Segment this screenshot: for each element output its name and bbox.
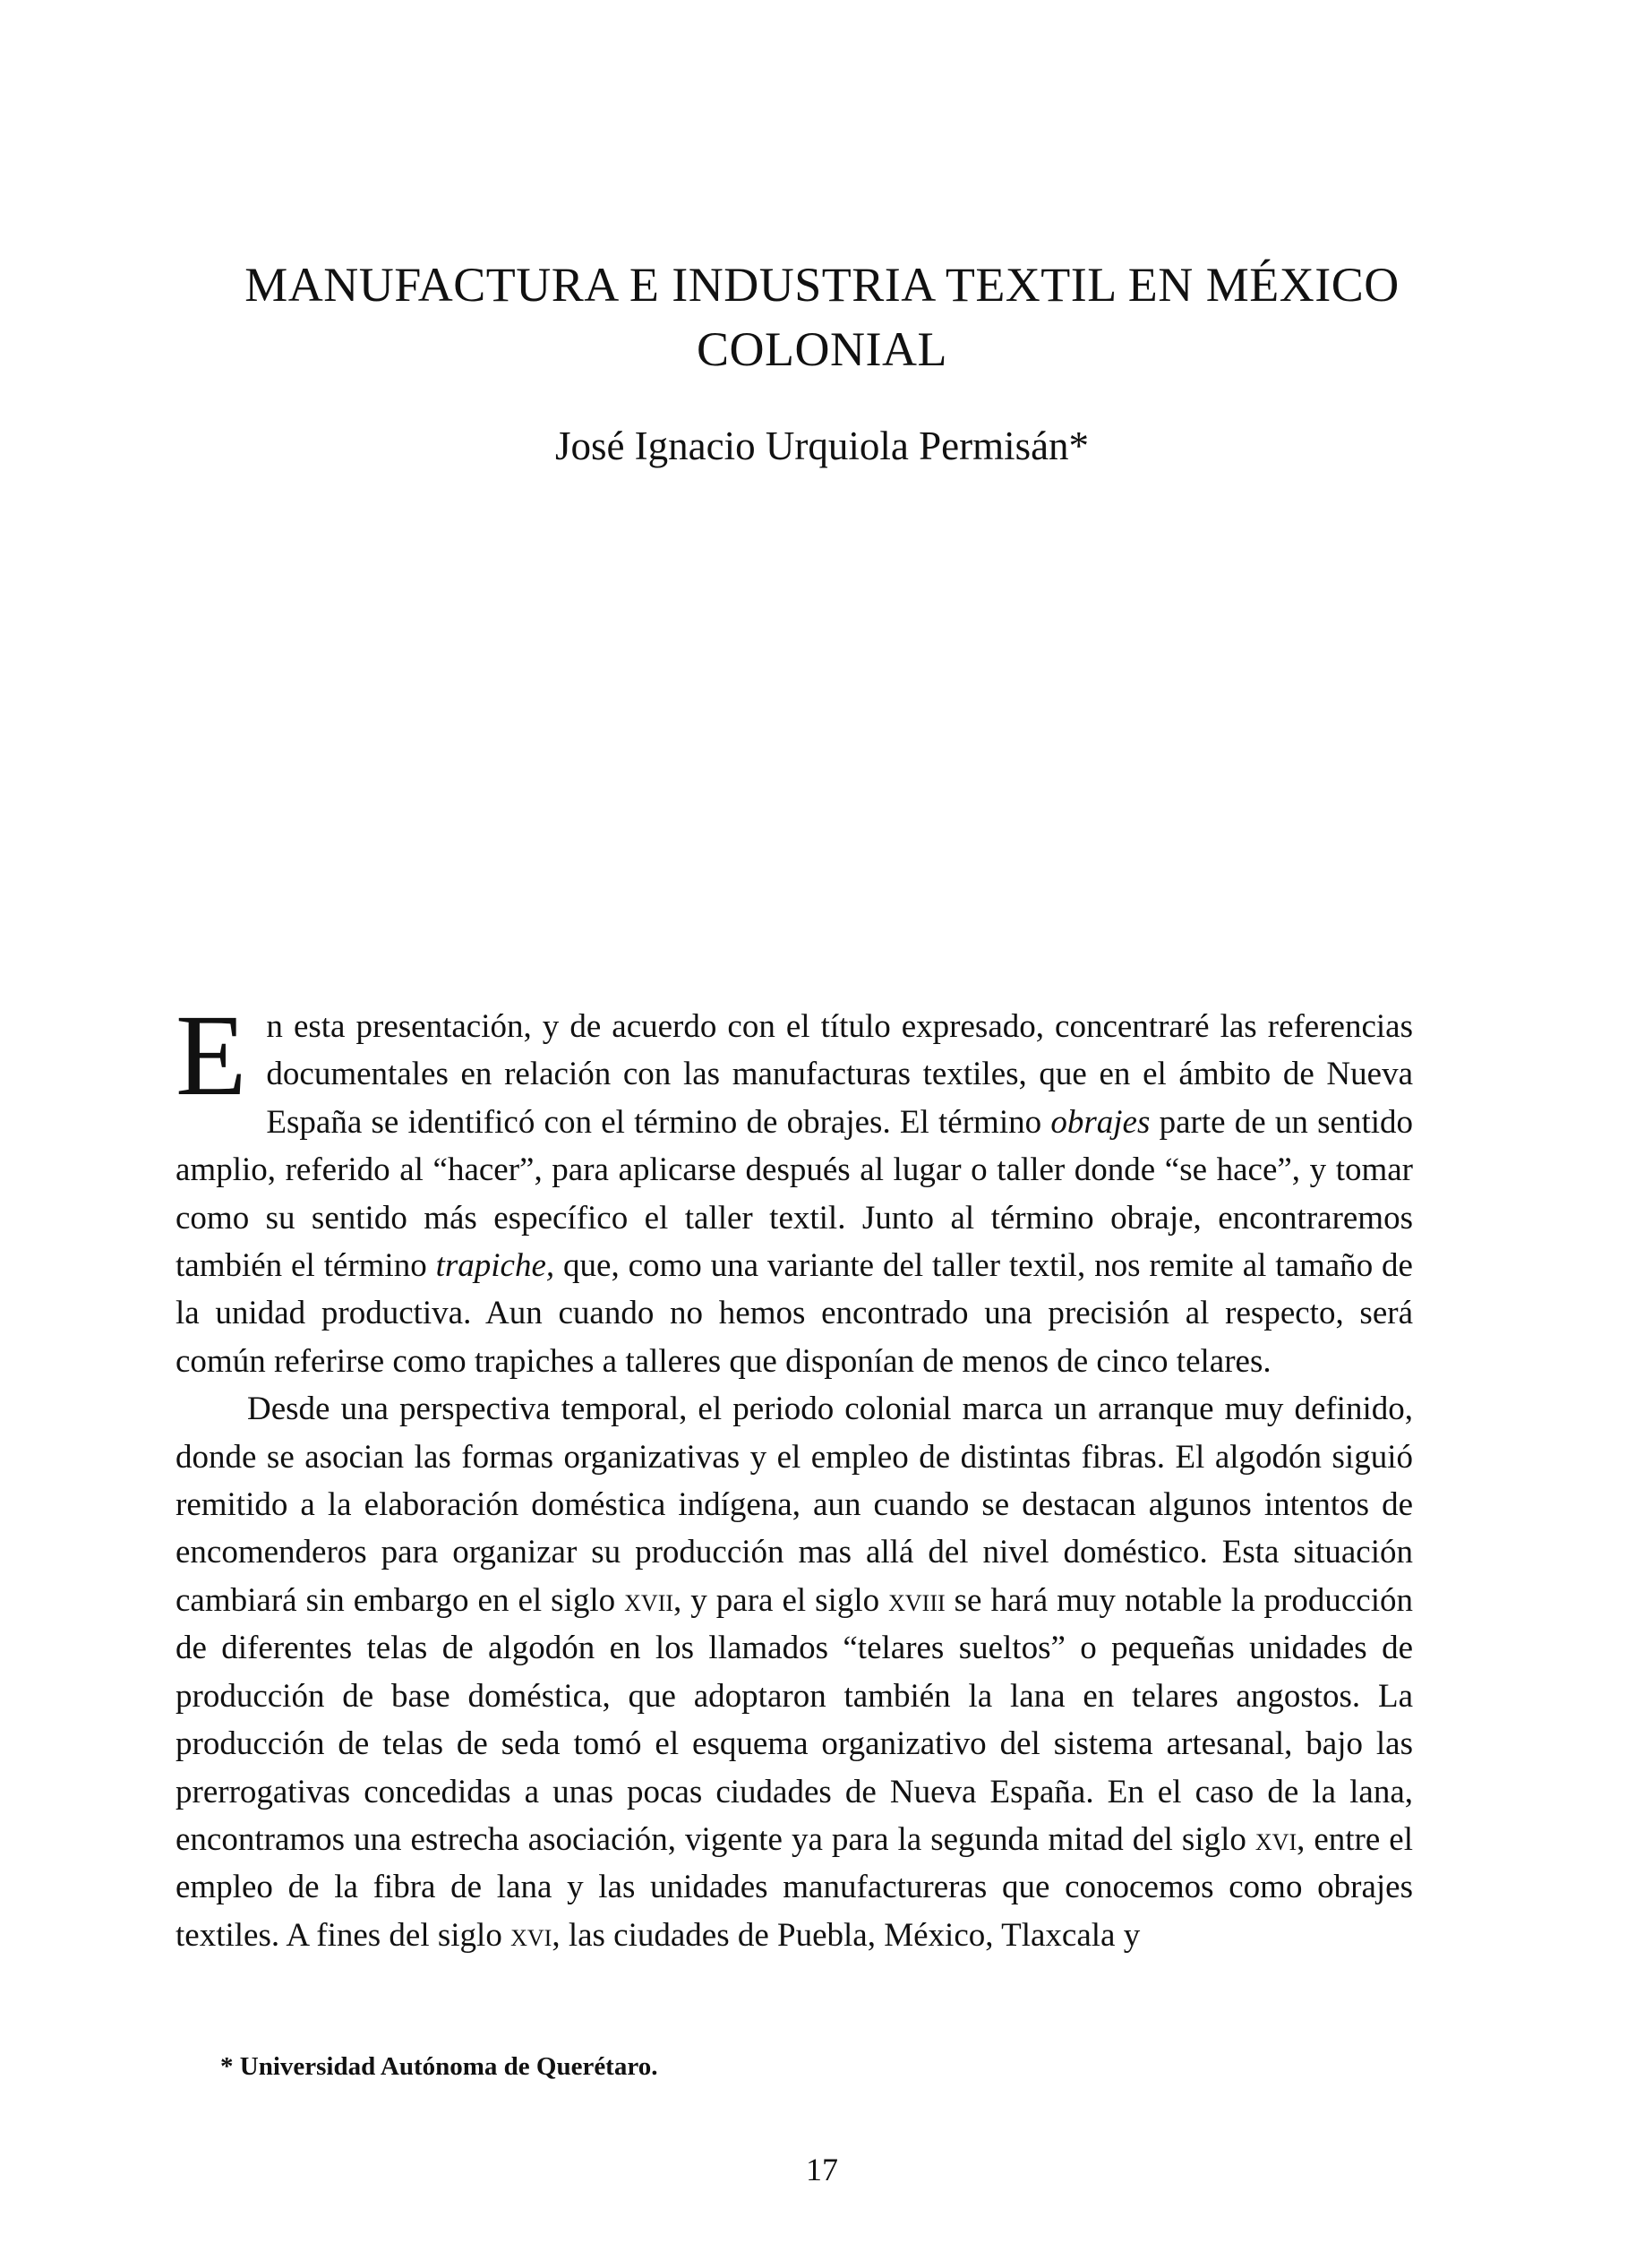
paragraph-2-text-e: , las ciudades de Puebla, México, Tlaxcala y bbox=[552, 1916, 1141, 1954]
paragraph-2-text-c: se hará muy notable la producción de diferentes telas de algodón en los llamados “telares sueltos” o pequeñas unidades de producción de base doméstica, que adoptaron también la lana en telares angostos. La producción de telas de seda tomó el esquema organizativo del sistema artesanal, bajo las prerrogativas concedidas a unas pocas ciudades de Nueva España. En el caso de la lana, encontramos una estrecha asociación, vigente ya para la segunda mitad del siglo bbox=[176, 1581, 1414, 1858]
article-title-line-2: COLONIAL bbox=[697, 322, 947, 376]
paragraph-1-text-b: parte de un sentido amplio, referido al “hacer”, para aplicarse después al lugar o taller donde “se hace”, y tomar como su sentido más específico el taller textil. Junto al término obraje, encontraremos también el término bbox=[176, 1103, 1414, 1285]
paragraph-1-text-a: n esta presentación, y de acuerdo con el título expresado, concentraré las referencias documentales en relación con las manufacturas textiles, que en el ámbito de Nueva España se identificó con el término de obrajes. El término bbox=[266, 1008, 1413, 1141]
century-xvi: xvi bbox=[1254, 1820, 1297, 1858]
paragraph-2-text-b: , y para el siglo bbox=[673, 1581, 889, 1619]
century-xvi-second: xvi bbox=[510, 1916, 552, 1954]
article-body bbox=[176, 991, 1414, 1959]
paragraph-2 bbox=[176, 1385, 1413, 1959]
author-name: José Ignacio Urquiola Permisán* bbox=[554, 424, 1090, 468]
paragraph-1-text-c: que, como una variante del taller textil, nos remite al tamaño de la unidad productiva. Aun cuando no hemos encontrado una precisión al respecto, será común referirse como trapiches a talleres que disponían de menos de cinco telares. bbox=[176, 1247, 1413, 1380]
term-trapiche: trapiche, bbox=[435, 1247, 555, 1285]
paragraph-2-text-d: , entre el empleo de la fibra de lana y las unidades manufactureras que conocemos como obrajes textiles. A fines del siglo bbox=[176, 1820, 1414, 1954]
century-xvii: xvii bbox=[624, 1581, 674, 1619]
paragraph-1 bbox=[176, 991, 1414, 1385]
term-obrajes: obrajes bbox=[1050, 1103, 1151, 1141]
century-xviii: xviii bbox=[888, 1581, 946, 1619]
drop-cap: E bbox=[176, 991, 247, 1120]
article-title bbox=[0, 252, 1644, 381]
article-title-line-1: MANUFACTURA E INDUSTRIA TEXTIL EN MÉXICO bbox=[244, 258, 1400, 312]
page-number: 17 bbox=[806, 2152, 838, 2187]
paragraph-2-text-a: Desde una perspectiva temporal, el periodo colonial marca un arranque muy definido, donde se asocian las formas organizativas y el empleo de distintas fibras. El algodón siguió remitido a la elaboración doméstica indígena, aun cuando se destacan algunos intentos de encomenderos para organizar su producción mas allá del nivel doméstico. Esta situación cambiará sin embargo en el siglo bbox=[176, 1391, 1413, 1619]
footnote: * Universidad Autónoma de Querétaro. bbox=[220, 2052, 658, 2081]
